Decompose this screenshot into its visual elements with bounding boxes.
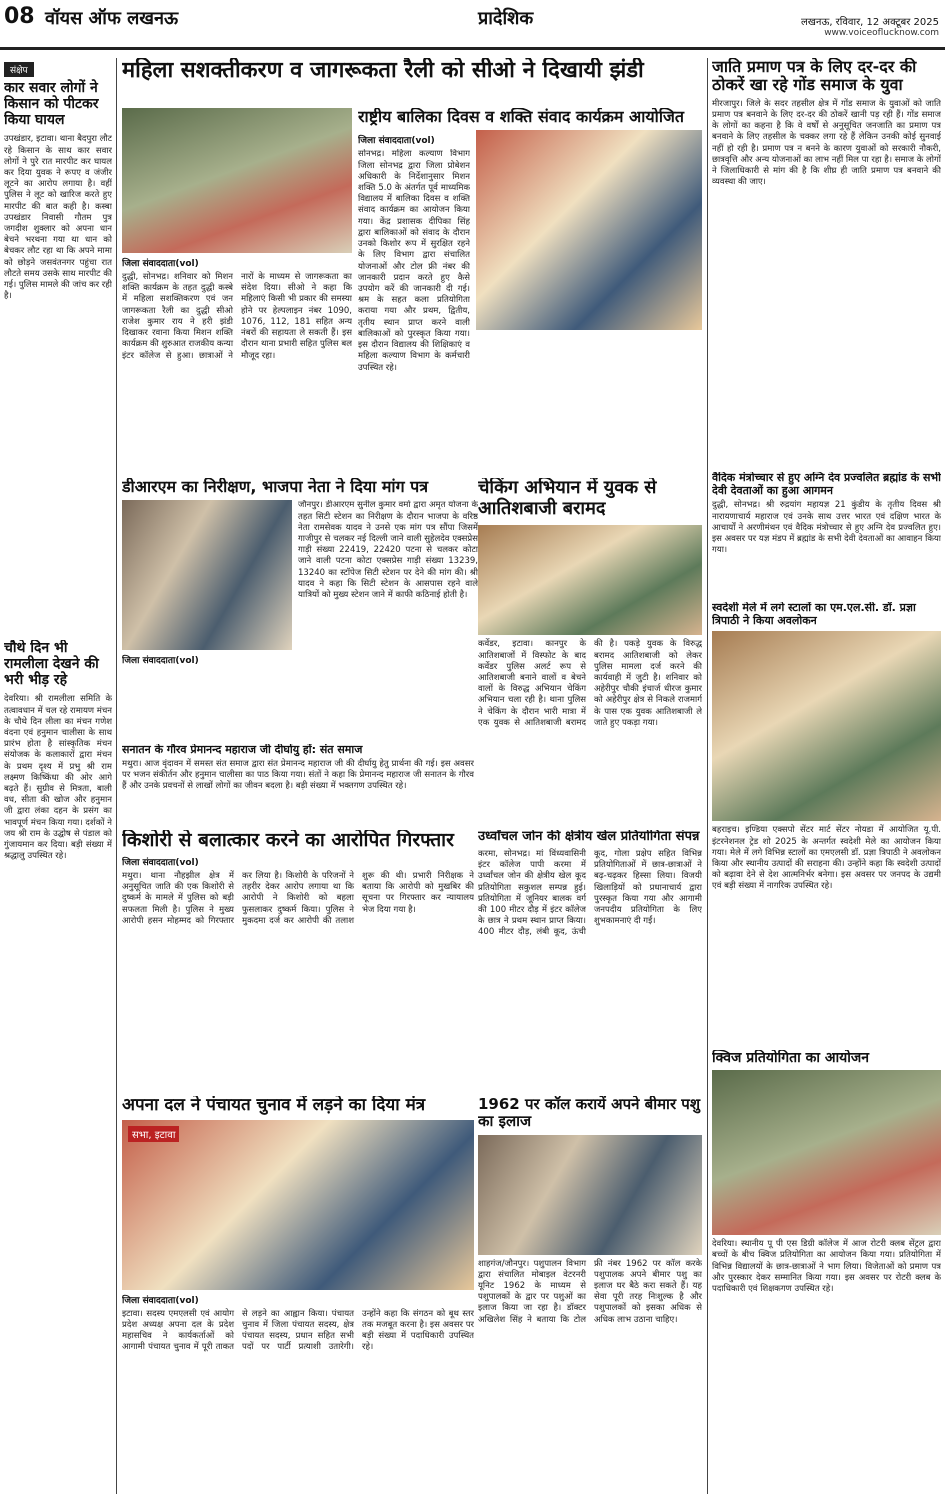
byline: जिला संवाददाता(vol): [122, 1295, 199, 1306]
vaidik-article: [712, 472, 941, 598]
rashtriya-article: [358, 108, 702, 473]
inspection-photo: [122, 500, 292, 650]
headline: उर्ध्वांचल जोन की क्षेत्रीय खेल प्रतियोगिता संपन्न: [478, 830, 700, 844]
section-title: प्रादेशिक: [478, 8, 534, 29]
article-body: उपखंडार, इटावा। थाना बैदपुरा लौट रहे किसान के साथ कार सवार लोगों ने पुरे रात मारपीट कर घायल कर दिया युवक ने रूपए व जंजीर लूटने का आरोप लगाया है। वहीं पुलिस ने लूट को खारिज करते हुए मारपीट की बात कही है। कस्बा उपखंडार निवासी गौतम पुत्र जगदीश शुक्लार को अपना धान बेचने भरथना गया था धान को बेचकर लौट रहा था कि अपने मामा को छोड़ने जसवंतनगर पहुंचा रात लौटते समय उसके साथ मारपीट की गई। पुलिस मामले की जांच कर रही है।: [4, 134, 112, 302]
article-body: कर्वेडर, इटावा। कानपुर के आतिशबाजों में विस्फोट के बाद कर्वेडर पुलिस अलर्ट रूप से आतिशबाजी बनाने वालों व बेचने वालों के विरुद्ध अभियान चेकिंग अभियान चला रही है। थाना पुलिस ने चेकिंग के दौरान भारी मात्रा में एक युवक से आतिशबाजी बरामद की है। पकड़े युवक के विरुद्ध बरामद आतिशबाजी को लेकर पुलिस मामला दर्ज करने की कार्यवाही में जुटी है। शनिवार को अहेरीपुर चौकी इंचार्ज धीरज कुमार को अहेरीपुर क्षेत्र से निकले राजमार्ग के पास एक युवक आतिशबाजी ले जाते हुए पकड़ा गया।: [478, 639, 702, 728]
urdhwanchal-article: [478, 830, 702, 1090]
byline: जिला संवाददाता(vol): [358, 136, 435, 147]
column-rule: [707, 58, 708, 1494]
article-body: देवरिया। श्री रामलीला समिति के तत्वावधान में चल रहे रामायण मंचन के चौथे दिन लीला का मंचन गणेश वंदना एवं हनुमान चालीसा के साथ प्रारंभ होता है सांस्कृतिक मंचन संयोजक के कलाकारों द्वारा मंचन के प्रथम दृश्य में प्रभु श्री राम लक्ष्मण किष्किंधा की ओर आगे बढ़ते हैं। सुग्रीव से मित्रता, बाली वध, सीता की खोज और हनुमान जी द्वारा लंका दहन के प्रसंग का भावपूर्ण मंचन किया गया। दर्शकों ने जय श्री राम के उद्घोष से पंडाल को गुंजायमान कर दिया। बड़ी संख्या में श्रद्धालु उपस्थित रहे।: [4, 694, 112, 862]
article-body: दुद्धी, सोनभद्र। श्री रुद्रयांग महायज्ञ 21 कुंडीय के तृतीय दिवस श्री नारायणाचार्य महाराज एवं उनके साथ उत्तर भारत एवं दक्षिण भारत के आचार्यों ने अरणीमंथन एवं वैदिक मंत्रोच्चार से हुए अग्नि देव प्रज्वलित हुए। इस अवसर पर यज्ञ मंडप में ब्रह्मांड के सभी देवी देवताओं का आवाहन किया गया।: [712, 500, 941, 556]
headline: 1962 पर कॉल करायें अपने बीमार पशु का इलाज: [478, 1096, 701, 1131]
paper-name: वॉयस ऑफ लखनऊ: [45, 8, 179, 29]
headline: चेकिंग अभियान में युवक से आतिशबाजी बरामद: [478, 478, 657, 519]
meeting-photo: [122, 1120, 474, 1290]
quiz-article: [712, 1050, 941, 1494]
article-body: करमा, सोनभद्र। मां विंध्यवासिनी इंटर कॉलेज पापी करमा में उर्ध्वांचल जोन की क्षेत्रीय खेल कूद प्रतियोगिता सकुशल सम्पन्न हुई। प्रतियोगिता में जूनियर बालक वर्ग की 100 मीटर दौड़ में इंटर कॉलेज के छात्र ने प्रथम स्थान प्राप्त किया। 400 मीटर दौड़, लंबी कूद, ऊंची कूद, गोला प्रक्षेप सहित विभिन्न प्रतियोगिताओं में छात्र-छात्राओं ने बढ़-चढ़कर हिस्सा लिया। विजयी खिलाड़ियों को प्रधानाचार्य द्वारा पुरस्कृत किया गया और आगामी जनपदीय प्रतियोगिता के लिए शुभकामनाएं दी गईं।: [478, 848, 702, 938]
headline: क्विज प्रतियोगिता का आयोजन: [712, 1050, 870, 1066]
lead-article: [122, 108, 352, 473]
headline: स्वदेशी मेले में लगे स्टालों का एम.एल.सी. डॉ. प्रज्ञा त्रिपाठी ने किया अवलोकन: [712, 602, 916, 627]
pashu-article: [478, 1096, 702, 1494]
sidebar-article-2: [4, 640, 112, 1495]
banner-text: सभा, इटावा: [128, 1126, 179, 1142]
kishori-article: [122, 830, 474, 1090]
byline: जिला संवाददाता(vol): [122, 259, 199, 269]
seizure-photo: [478, 525, 702, 635]
dateline: लखनऊ, रविवार, 12 अक्टूबर 2025: [800, 17, 939, 28]
sanatan-article: [122, 744, 474, 824]
column-rule: [116, 58, 117, 1494]
article-body: सोनभद्र। महिला कल्याण विभाग जिला सोनभद्र द्वारा जिला प्रोबेशन अधिकारी के निर्देशानुसार मिशन शक्ति 5.0 के अंतर्गत पूर्व माध्यमिक विद्यालय में बालिका दिवस व शक्ति संवाद कार्यक्रम का आयोजन किया गया। केंद्र प्रशासक दीपिका सिंह द्वारा बालिकाओं को संवाद के दौरान उनको किशोर रूप में सुरक्षित रहने के लिए विभाग द्वारा संचालित योजनाओं और टोल फ्री नंबर की जानकारी प्रदान करते हुए कैसे उपयोग करें की जानकारी दी गई। श्रम के सहत कला प्रतियोगिता कराया गया और प्रथम, द्वितीय, तृतीय स्थान प्राप्त करने वाली बालिकाओं को पुरस्कृत किया गया। इस दौरान विद्यालय की शिक्षिकाएं व महिला कल्याण विभाग के कर्मचारी उपस्थित रहे।: [358, 149, 470, 373]
article-body: दुद्धी, सोनभद्र। शनिवार को मिशन शक्ति कार्यक्रम के तहत दुद्धी कस्बे में महिला सशक्तिकरण एवं जन जागरूकता रैली का दुद्धी सीओ राजेश कुमार राय ने हरी झंडी दिखाकर रवाना किया मिशन शक्ति कार्यक्रम की शुरुआत राजकीय कन्या इंटर कॉलेज से हुआ। छात्राओं ने नारों के माध्यम से जागरूकता का संदेश दिया। सीओ ने कहा कि महिलाएं किसी भी प्रकार की समस्या होने पर हेल्पलाइन नंबर 1090, 1076, 112, 181 सहित अन्य नंबरों की सहायता ले सकती हैं। इस दौरान थाना प्रभारी सहित पुलिस बल मौजूद रहा।: [122, 272, 352, 361]
rally-photo: [122, 108, 352, 253]
swadeshi-article: [712, 602, 941, 1046]
headline: जाति प्रमाण पत्र के लिए दर-दर की ठोकरें खा रहे गोंड समाज के युवा: [712, 58, 917, 95]
article-body: मीरजापुर। जिले के सदर तहसील क्षेत्र में गोंड समाज के युवाओं को जाति प्रमाण पत्र बनवाने के लिए दर-दर की ठोकरें खानी पड़ रही हैं। गोंड समाज के लोगों का कहना है कि वे वर्षों से अनुसूचित जनजाति का प्रमाण पत्र बनवाने के लिए तहसील के चक्कर लगा रहे हैं लेकिन उनकी कोई सुनवाई नहीं हो रही है। प्रमाण पत्र न बनने के कारण युवाओं को सरकारी नौकरी, छात्रवृत्ति और अन्य योजनाओं का लाभ नहीं मिल पा रहा है। समाज के लोगों ने जिलाधिकारी से मांग की है कि शीघ्र ही जाति प्रमाण पत्र बनवाने की व्यवस्था की जाए।: [712, 98, 941, 188]
headline: राष्ट्रीय बालिका दिवस व शक्ति संवाद कार्यक्रम आयोजित: [358, 108, 684, 126]
apnadal-article: [122, 1096, 474, 1494]
article-body: मथुरा। आज वृंदावन में समस्त संत समाज द्वारा संत प्रेमानन्द महाराज जी की दीर्घायु हेतु प्रार्थना की गई। इस अवसर पर भजन संकीर्तन और हनुमान चालीसा का पाठ किया गया। संतों ने कहा कि प्रेमानन्द महाराज जी सनातन के गौरव हैं और उनके प्रवचनों से लाखों लोगों का जीवन बदला है। बड़ी संख्या में भक्तगण उपस्थित रहे।: [122, 758, 474, 792]
event-photo: [476, 130, 702, 330]
article-body: शाहगंज/जौनपुर। पशुपालन विभाग द्वारा संचालित मोबाइल वेटरनरी यूनिट 1962 के माध्यम से पशुपालकों के द्वार पर पशुओं का इलाज किया जा रहा है। डॉक्टर अखिलेश सिंह ने बताया कि टोल फ्री नंबर 1962 पर कॉल करके पशुपालक अपने बीमार पशु का इलाज घर बैठे करा सकते हैं। यह सेवा पूरी तरह निःशुल्क है और पशुपालकों को इसका अधिक से अधिक लाभ उठाना चाहिए।: [478, 1258, 702, 1325]
headline: डीआरएम का निरीक्षण, भाजपा नेता ने दिया मांग पत्र: [122, 478, 429, 496]
drm-article: [122, 478, 480, 738]
masthead: [0, 0, 945, 50]
page-number: 08: [4, 4, 35, 29]
website: www.voiceoflucknow.com: [824, 28, 939, 38]
headline: किशोरी से बलात्कार करने का आरोपित गिरफ्तार: [122, 830, 454, 851]
article-body: मथुरा। थाना नौहझील क्षेत्र में अनुसूचित जाति की एक किशोरी से दुष्कर्म के मामले में पुलिस को बड़ी सफलता मिली है। पुलिस ने मुख्य आरोपी हसन मोहम्मद को गिरफ्तार कर लिया है। किशोरी के परिजनों ने तहरीर देकर आरोप लगाया था कि आरोपी ने किशोरी को बहला फुसलाकर दुष्कर्म किया। पुलिस ने मुकदमा दर्ज कर आरोपी की तलाश शुरू की थी। प्रभारी निरीक्षक ने बताया कि आरोपी को मुखबिर की सूचना पर गिरफ्तार कर न्यायालय भेज दिया गया है।: [122, 870, 474, 926]
headline: चौथे दिन भी रामलीला देखने की भरी भीड़ रहे: [4, 640, 99, 689]
sidebar-article-1: [4, 58, 112, 633]
checking-article: [478, 478, 702, 823]
jati-article: [712, 58, 941, 468]
headline: महिला सशक्तीकरण व जागरूकता रैली को सीओ ने दिखायी झंडी: [122, 58, 644, 83]
headline: अपना दल ने पंचायत चुनाव में लड़ने का दिया मंत्र: [122, 1096, 426, 1115]
byline: जिला संवाददाता(vol): [122, 857, 199, 868]
article-body: बहराइच। इण्डिया एक्सपो सेंटर मार्ट सेंटर नोयडा में आयोजित यू.पी. इंटरनेशनल ट्रेड शो 2025 के अन्तर्गत स्वदेशी मेले का आयोजन किया गया। मेले में लगे विभिन्न स्टालों का एमएलसी डॉ. प्रज्ञा त्रिपाठी ने अवलोकन किया और स्थानीय उत्पादों की सराहना की। उन्होंने कहा कि स्वदेशी उत्पादों को बढ़ावा देने से देश आत्मनिर्भर बनेगा। इस अवसर पर जनपद के उद्यमी एवं बड़ी संख्या में नागरिक उपस्थित रहे।: [712, 825, 941, 892]
byline: जिला संवाददाता(vol): [122, 656, 199, 667]
lead-headline-block: [122, 58, 702, 103]
headline: वैदिक मंत्रोच्चार से हुए अग्नि देव प्रज्वलित ब्रह्मांड के सभी देवी देवताओं का हुआ आगमन: [712, 472, 941, 497]
stall-photo: [712, 631, 941, 821]
headline: कार सवार लोगों ने किसान को पीटकर किया घायल: [4, 80, 99, 129]
article-body: जौनपुर। डीआरएम सुनील कुमार वर्मा द्वारा अमृत योजना के तहत सिटी स्टेशन का निरीक्षण के दौरान भाजपा के वरिष्ठ नेता रामसेवक यादव ने उनसे एक मांग पत्र सौंपा जिसमें गाजीपुर से चलकर नई दिल्ली जाने वाली सुहेलदेव एक्सप्रेस गाड़ी संख्या 22419, 22420 पटना से चलकर कोटा जाने वाली पटना कोटा एक्सप्रेस गाड़ी संख्या 13239, 13240 का स्टॉपेज सिटी स्टेशन पर देने की मांग की। श्री यादव ने कहा कि सिटी स्टेशन के आसपास रहने वाले यात्रियों को मुख्य स्टेशन जाने में काफी कठिनाई होती है।: [298, 500, 478, 601]
quiz-photo: [712, 1070, 941, 1235]
article-body: देवरिया। स्थानीय पू पी एस डिग्री कॉलेज में आज रोटरी क्लब सेंट्रल द्वारा बच्चों के बीच क्विज प्रतियोगिता का आयोजन किया गया। प्रतियोगिता में विभिन्न विद्यालयों के छात्र-छात्राओं ने भाग लिया। विजेताओं को प्रमाण पत्र और पुरस्कार देकर सम्मानित किया गया। इस अवसर पर रोटरी क्लब के पदाधिकारी एवं शिक्षकगण उपस्थित रहे।: [712, 1239, 941, 1294]
sidebar-tag: संक्षेप: [4, 62, 34, 77]
headline: सनातन के गौरव प्रेमानन्द महाराज जी दीर्घायु हों: संत समाज: [122, 744, 363, 756]
article-body: इटावा। सदस्य एमएलसी एवं आयोग प्रदेश अध्यक्ष अपना दल के प्रदेश महासचिव ने कार्यकर्ताओं को आगामी पंचायत चुनाव में पूरी ताकत से लड़ने का आह्वान किया। पंचायत चुनाव में जिला पंचायत सदस्य, क्षेत्र पंचायत सदस्य, प्रधान सहित सभी पदों पर पार्टी प्रत्याशी उतारेगी। उन्होंने कहा कि संगठन को बूथ स्तर तक मजबूत करना है। इस अवसर पर बड़ी संख्या में पदाधिकारी उपस्थित रहे।: [122, 1308, 474, 1353]
veterinary-photo: [478, 1135, 702, 1255]
